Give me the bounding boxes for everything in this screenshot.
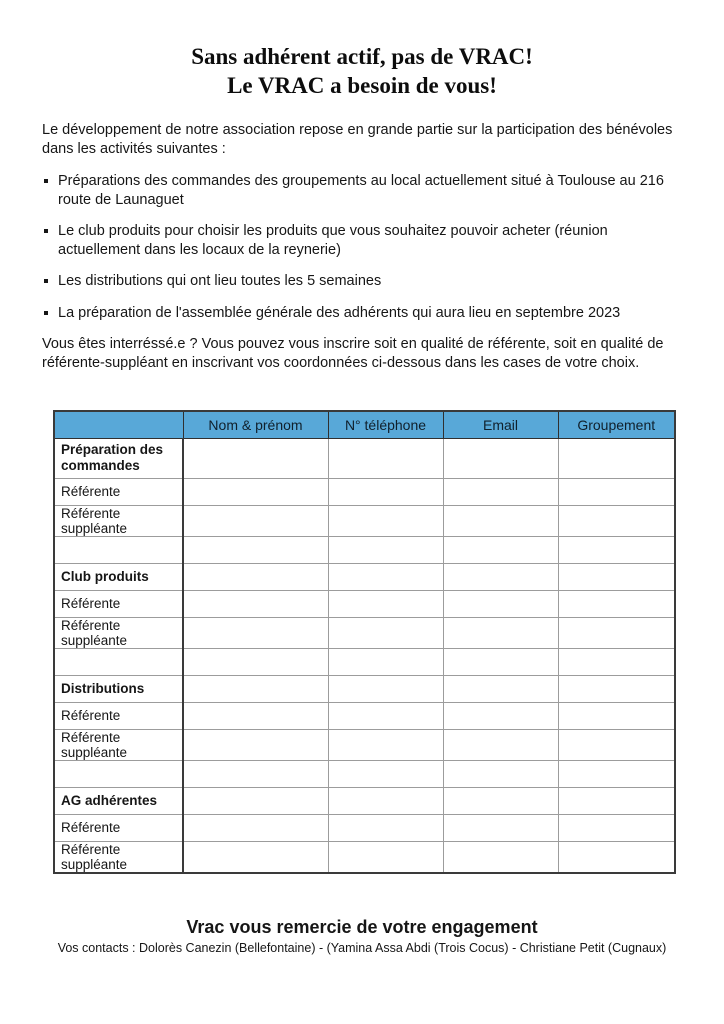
bullet-text: Préparations des commandes des groupements au local actuellement situé à Toulouse au 216 route de Launaguet (58, 173, 664, 208)
fill-in-cell (443, 617, 558, 648)
bullet-square-icon (44, 311, 48, 315)
bullet-square-icon (44, 229, 48, 233)
spacer-cell (558, 648, 675, 675)
fill-in-cell (443, 675, 558, 702)
table-row (54, 787, 675, 814)
column-header-telephone: N° téléphone (328, 411, 443, 438)
spacer-cell (183, 760, 328, 787)
fill-in-cell (558, 702, 675, 729)
fill-in-cell (558, 478, 675, 505)
fill-in-cell (558, 814, 675, 841)
fill-in-cell (558, 617, 675, 648)
fill-in-cell (443, 478, 558, 505)
spacer-cell (54, 760, 183, 787)
row-label-cell: Référente (54, 814, 183, 841)
fill-in-cell (328, 478, 443, 505)
fill-in-cell (183, 729, 328, 760)
row-label-cell: Référente suppléante (54, 841, 183, 873)
spacer-row (54, 536, 675, 563)
page-title (0, 42, 724, 100)
column-header-nom-prenom: Nom & prénom (183, 411, 328, 438)
fill-in-cell (558, 841, 675, 873)
fill-in-cell (558, 729, 675, 760)
fill-in-cell (328, 702, 443, 729)
spacer-cell (183, 536, 328, 563)
fill-in-cell (183, 438, 328, 478)
table-row (54, 563, 675, 590)
fill-in-cell (328, 505, 443, 536)
page-title-line1: Sans adhérent actif, pas de VRAC! (191, 44, 533, 69)
table-row (54, 675, 675, 702)
signup-table (53, 410, 676, 874)
column-header-groupement: Groupement (558, 411, 675, 438)
table-row (54, 814, 675, 841)
table-row (54, 702, 675, 729)
bullet-square-icon (44, 279, 48, 283)
fill-in-cell (328, 563, 443, 590)
column-header-email: Email (443, 411, 558, 438)
fill-in-cell (328, 617, 443, 648)
table-row (54, 617, 675, 648)
fill-in-cell (328, 438, 443, 478)
fill-in-cell (328, 675, 443, 702)
fill-in-cell (328, 729, 443, 760)
fill-in-cell (443, 814, 558, 841)
spacer-cell (443, 648, 558, 675)
spacer-cell (443, 760, 558, 787)
section-title-cell: Préparation des commandes (54, 438, 183, 478)
cta-paragraph: Vous êtes interréssé.e ? Vous pouvez vous inscrire soit en qualité de référente, soit en qualité de référente-suppléant en inscrivant vos coordonnées ci-dessous dans les cases de votre choix. (42, 336, 664, 371)
fill-in-cell (443, 563, 558, 590)
row-label-cell: Référente suppléante (54, 729, 183, 760)
row-label-cell: Référente (54, 478, 183, 505)
bullet-item-ag (42, 304, 682, 323)
fill-in-cell (183, 590, 328, 617)
fill-in-cell (558, 438, 675, 478)
section-title-cell: AG adhérentes (54, 787, 183, 814)
section-title-cell: Distributions (54, 675, 183, 702)
fill-in-cell (558, 590, 675, 617)
fill-in-cell (443, 505, 558, 536)
row-label-cell: Référente (54, 702, 183, 729)
column-header-blank (54, 411, 183, 438)
fill-in-cell (328, 841, 443, 873)
spacer-cell (328, 760, 443, 787)
bullet-text: Les distributions qui ont lieu toutes les 5 semaines (58, 273, 382, 289)
spacer-cell (558, 760, 675, 787)
bullet-item-club-produits (42, 222, 682, 259)
spacer-cell (443, 536, 558, 563)
table-row (54, 729, 675, 760)
bullet-text: La préparation de l'assemblée générale des adhérents qui aura lieu en septembre 2023 (58, 304, 621, 321)
fill-in-cell (183, 841, 328, 873)
fill-in-cell (558, 563, 675, 590)
intro-paragraph: Le développement de notre association repose en grande partie sur la participation des bénévoles dans les activités suivantes : (42, 122, 673, 157)
closing-title: Vrac vous remercie de votre engagement (186, 916, 538, 937)
spacer-cell (328, 648, 443, 675)
fill-in-cell (328, 590, 443, 617)
table-row (54, 590, 675, 617)
table-row (54, 438, 675, 478)
spacer-cell (558, 536, 675, 563)
fill-in-cell (328, 787, 443, 814)
row-label-cell: Référente (54, 590, 183, 617)
row-label-cell: Référente suppléante (54, 505, 183, 536)
table-header-row (54, 411, 675, 438)
spacer-cell (54, 648, 183, 675)
table-row (54, 478, 675, 505)
spacer-cell (183, 648, 328, 675)
table-row (54, 505, 675, 536)
fill-in-cell (558, 675, 675, 702)
spacer-cell (328, 536, 443, 563)
fill-in-cell (558, 505, 675, 536)
fill-in-cell (183, 787, 328, 814)
bullet-item-distributions (42, 272, 682, 291)
bullet-text: Le club produits pour choisir les produits que vous souhaitez pouvoir acheter (réunion actuellement dans les locaux de la reynerie) (58, 223, 608, 258)
fill-in-cell (443, 841, 558, 873)
fill-in-cell (183, 675, 328, 702)
spacer-row (54, 648, 675, 675)
fill-in-cell (183, 814, 328, 841)
bullet-item-preparations (42, 172, 682, 209)
fill-in-cell (183, 478, 328, 505)
fill-in-cell (443, 438, 558, 478)
fill-in-cell (183, 505, 328, 536)
spacer-row (54, 760, 675, 787)
section-title-cell: Club produits (54, 563, 183, 590)
fill-in-cell (558, 787, 675, 814)
contacts-line: Vos contacts : Dolorès Canezin (Bellefontaine) - (Yamina Assa Abdi (Trois Cocus) - Christiane Petit (Cugnaux) (57, 940, 667, 955)
fill-in-cell (443, 590, 558, 617)
bullet-square-icon (44, 179, 48, 183)
fill-in-cell (443, 729, 558, 760)
fill-in-cell (328, 814, 443, 841)
row-label-cell: Référente suppléante (54, 617, 183, 648)
table-row (54, 841, 675, 873)
fill-in-cell (443, 787, 558, 814)
fill-in-cell (183, 563, 328, 590)
spacer-cell (54, 536, 183, 563)
fill-in-cell (443, 702, 558, 729)
activities-bullet-list (42, 172, 682, 322)
page-title-line2: Le VRAC a besoin de vous! (227, 73, 497, 98)
fill-in-cell (183, 617, 328, 648)
fill-in-cell (183, 702, 328, 729)
